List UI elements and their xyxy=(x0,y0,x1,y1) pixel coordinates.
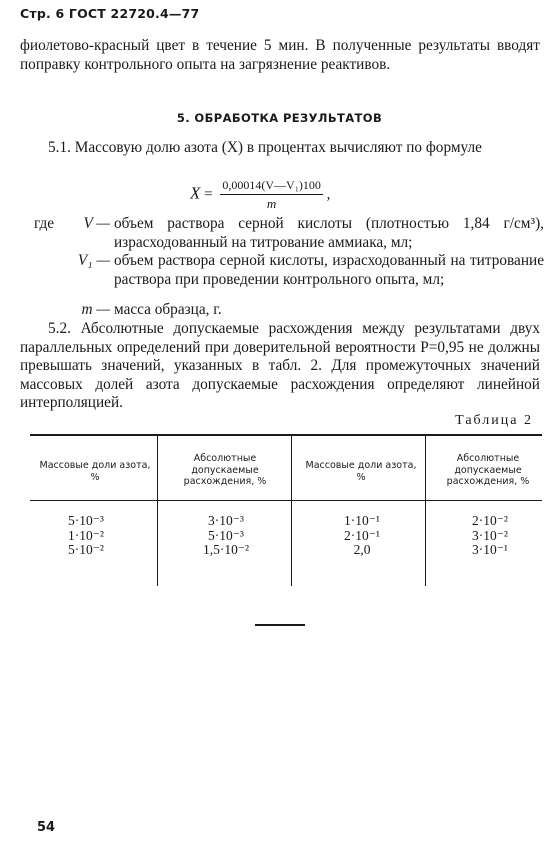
table-cell: 1,5·10⁻² xyxy=(202,542,250,557)
table-cell: 5·10⁻² xyxy=(68,542,104,557)
table-cell: 3·10⁻² xyxy=(472,527,508,543)
table-top-rule xyxy=(30,434,542,436)
table-caption: Таблица 2 xyxy=(455,413,533,428)
formula xyxy=(190,178,330,212)
table-cell: 5·10⁻³ xyxy=(208,527,244,543)
table-header-rule xyxy=(30,500,542,501)
table-cell: 2·10⁻¹ xyxy=(344,527,380,543)
table-header-col-3: Массовые доли азота, % xyxy=(305,460,417,483)
table-header-col-2: Абсолютные допускаемые расхождения, % xyxy=(183,453,267,487)
table-cell: 3·10⁻³ xyxy=(208,513,244,528)
definition-symbol-v1: V₁ — xyxy=(77,252,110,269)
formula-equals: = xyxy=(204,186,213,203)
table-column-3 xyxy=(312,514,412,558)
page-number: 54 xyxy=(37,820,56,835)
table-cell: 1·10⁻² xyxy=(68,527,104,543)
running-header: Стр. 6 ГОСТ 22720.4—77 xyxy=(20,6,200,21)
table-cell: 5·10⁻³ xyxy=(68,513,104,528)
table-cell: 2,0 xyxy=(353,542,371,557)
definition-text-v1: объем раствора серной кислоты, израсходованный на титрование раствора при проведении контрольного опыта, мл; xyxy=(114,252,544,288)
definition-symbol-v: V — xyxy=(83,215,110,232)
definition-text-m: масса образца, г. xyxy=(114,301,222,318)
formula-lhs: X xyxy=(190,183,201,203)
table-header-col-4: Абсолютные допускаемые расхождения, % xyxy=(446,453,530,487)
definition-lead: где xyxy=(34,215,55,232)
table-cell: 2·10⁻² xyxy=(472,513,508,528)
table-column-4 xyxy=(440,514,540,558)
table-divider-1 xyxy=(157,436,158,586)
table-column-2 xyxy=(176,514,276,558)
table-cell: 1·10⁻¹ xyxy=(344,513,380,528)
table-cell: 3·10⁻¹ xyxy=(472,542,508,557)
definition-text-v: объем раствора серной кислоты (плотностью 1,84 г/см³), израсходованный на титрование аммиака, мл; xyxy=(114,215,544,251)
formula-fraction xyxy=(220,178,323,212)
table-header-col-1: Массовые доли азота, % xyxy=(39,460,151,483)
section-end-rule xyxy=(255,624,305,626)
table-column-1 xyxy=(36,514,136,558)
intro-paragraph: фиолетово-красный цвет в течение 5 мин. В полученные результаты вводят поправку контрольного опыта на загрязнение реактивов. xyxy=(20,37,540,73)
table-divider-3 xyxy=(425,436,426,586)
definition-symbol-m: m — xyxy=(81,301,110,318)
formula-tail: , xyxy=(326,186,331,203)
paragraph-5-1: 5.1. Массовую долю азота (X) в процентах вычисляют по формуле xyxy=(48,139,482,156)
table-divider-2 xyxy=(291,436,292,586)
paragraph-5-2: 5.2. Абсолютные допускаемые расхождения между результатами двух параллельных определений при доверительной вероятности P=0,95 не должны превышать значений, указанных в табл. 2. Для промежуточных значений массовых долей азота допускаемые расхождения определяют линейной интерполяцией. xyxy=(20,320,540,412)
formula-numerator: 0,00014(V—V₁)100 xyxy=(220,178,323,195)
section-heading: 5. ОБРАБОТКА РЕЗУЛЬТАТОВ xyxy=(176,111,383,125)
formula-denominator: m xyxy=(266,196,277,211)
